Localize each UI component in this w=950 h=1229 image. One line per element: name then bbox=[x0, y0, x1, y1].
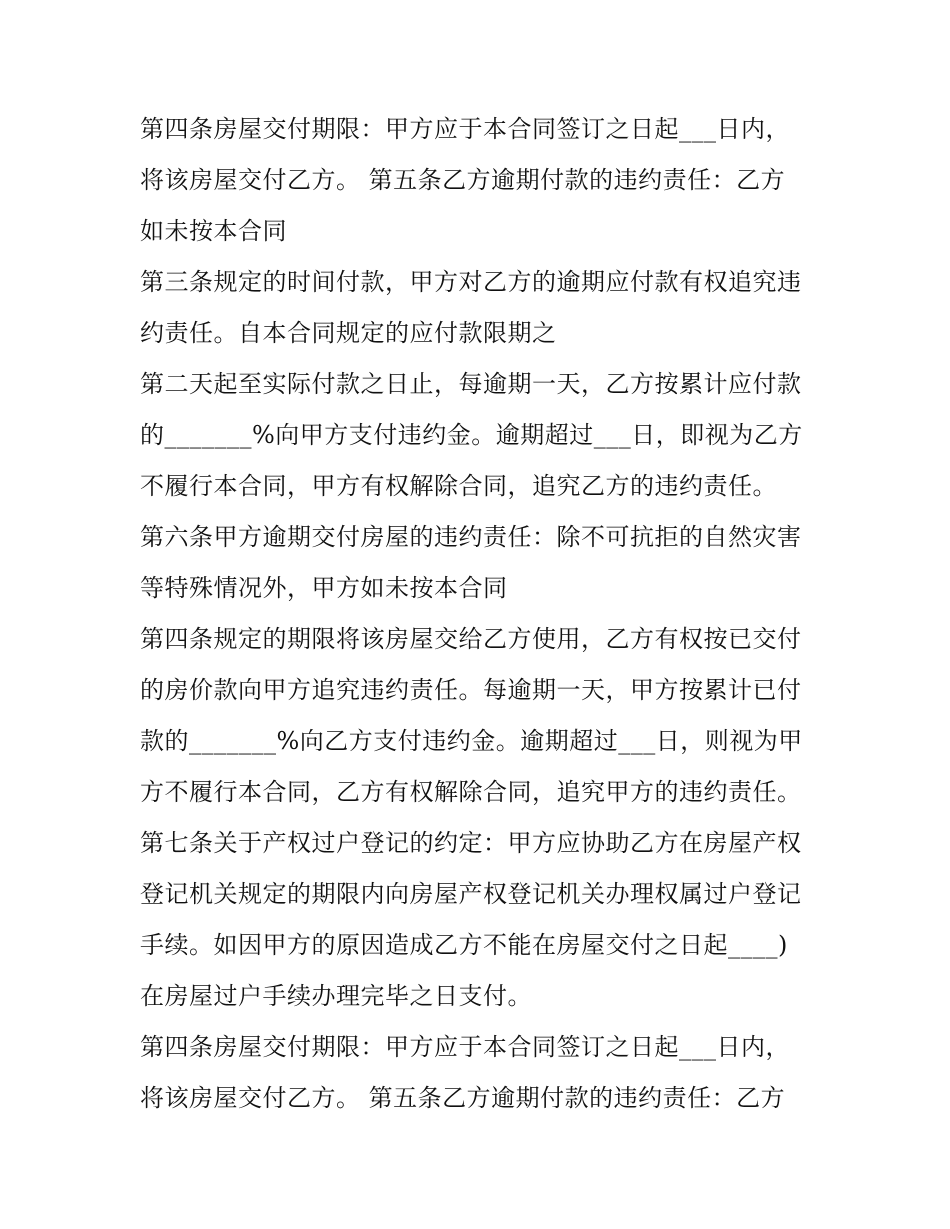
text-line: 将该房屋交付乙方。 第五条乙方逾期付款的违约责任：乙方 bbox=[140, 166, 786, 194]
text-line: 等特殊情况外，甲方如未按本合同 bbox=[140, 574, 508, 602]
text-line: 的_______%向甲方支付违约金。逾期超过___日，即视为乙方 bbox=[140, 421, 803, 449]
text-line: 约责任。自本合同规定的应付款限期之 bbox=[140, 319, 557, 347]
contract-text bbox=[140, 104, 820, 1124]
text-line: 手续。如因甲方的原因造成乙方不能在房屋交付之日起____) bbox=[140, 931, 788, 959]
text-line: 登记机关规定的期限内向房屋产权登记机关办理权属过户登记 bbox=[140, 880, 802, 908]
text-line: 如未按本合同 bbox=[140, 217, 287, 245]
text-line: 第二天起至实际付款之日止，每逾期一天，乙方按累计应付款 bbox=[140, 370, 802, 398]
text-line: 方不履行本合同，乙方有权解除合同，追究甲方的违约责任。 bbox=[140, 778, 802, 806]
text-line: 的房价款向甲方追究违约责任。每逾期一天，甲方按累计已付 bbox=[140, 676, 802, 704]
text-line: 第六条甲方逾期交付房屋的违约责任：除不可抗拒的自然灾害 bbox=[140, 523, 802, 551]
text-line: 款的_______%向乙方支付违约金。逾期超过___日，则视为甲 bbox=[140, 727, 803, 755]
text-line: 第三条规定的时间付款，甲方对乙方的逾期应付款有权追究违 bbox=[140, 268, 802, 296]
text-line: 第四条房屋交付期限：甲方应于本合同签订之日起___日内， bbox=[140, 1033, 790, 1061]
text-line: 不履行本合同，甲方有权解除合同，追究乙方的违约责任。 bbox=[140, 472, 777, 500]
text-line: 将该房屋交付乙方。 第五条乙方逾期付款的违约责任：乙方 bbox=[140, 1084, 786, 1112]
text-line: 第四条房屋交付期限：甲方应于本合同签订之日起___日内， bbox=[140, 115, 790, 143]
text-line: 第七条关于产权过户登记的约定：甲方应协助乙方在房屋产权 bbox=[140, 829, 802, 857]
text-line: 第四条规定的期限将该房屋交给乙方使用，乙方有权按已交付 bbox=[140, 625, 802, 653]
text-line: 在房屋过户手续办理完毕之日支付。 bbox=[140, 982, 532, 1010]
